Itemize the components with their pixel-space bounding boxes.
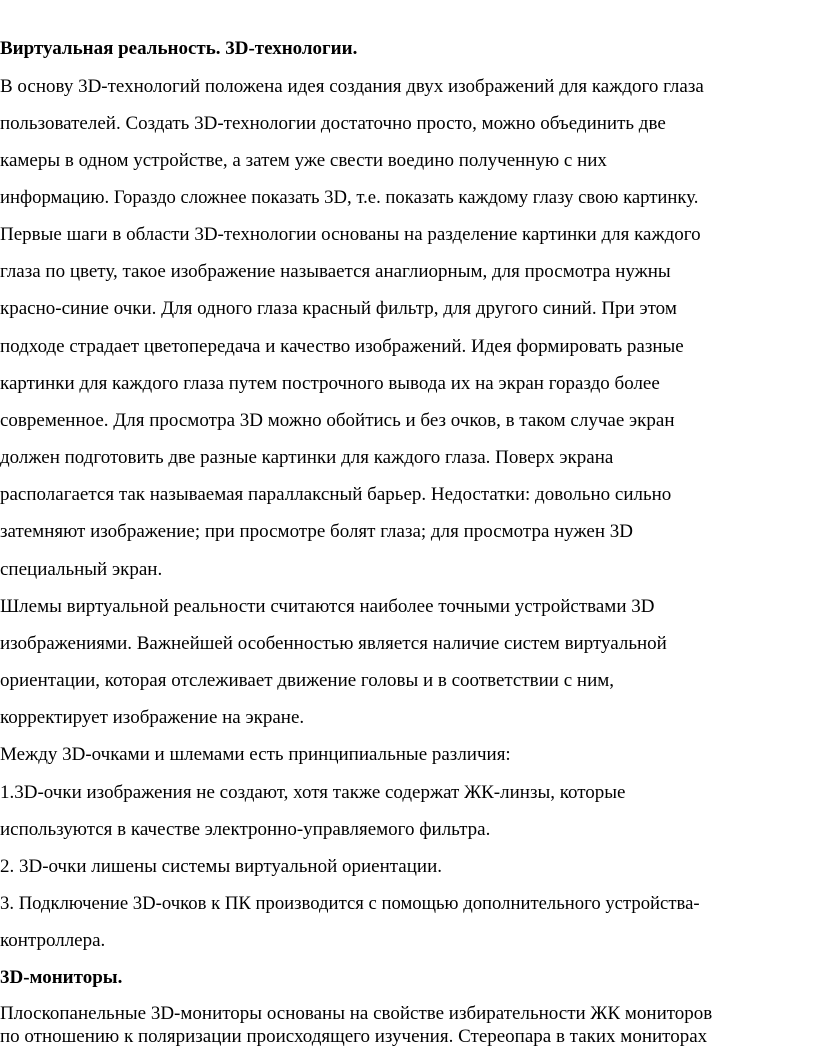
section-heading: Виртуальная реальность. 3D-технологии. — [0, 38, 358, 59]
paragraph-line: В основу 3D-технологий положена идея создания двух изображений для каждого глаза — [0, 76, 704, 97]
paragraph-line: располагается так называемая параллаксный барьер. Недостатки: довольно сильно — [0, 484, 672, 505]
paragraph-line: глаза по цвету, такое изображение называется анаглиорным, для просмотра нужны — [0, 261, 671, 282]
list-item-line: контроллера. — [0, 930, 106, 951]
list-item-line: 3. Подключение 3D-очков к ПК производится с помощью дополнительного устройства- — [0, 893, 700, 914]
paragraph-line: затемняют изображение; при просмотре болят глаза; для просмотра нужен 3D — [0, 521, 634, 542]
paragraph-line: камеры в одном устройстве, а затем уже свести воедино полученную с них — [0, 150, 607, 171]
paragraph-line: специальный экран. — [0, 559, 163, 580]
paragraph-line: информацию. Гораздо сложнее показать 3D, т.е. показать каждому глазу свою картинку. — [0, 187, 699, 208]
paragraph-line: по отношению к поляризации происходящего изучения. Стереопара в таких мониторах — [0, 1026, 708, 1047]
section-heading: 3D-мониторы. — [0, 967, 123, 988]
paragraph-line: современное. Для просмотра 3D можно обойтись и без очков, в таком случае экран — [0, 410, 675, 431]
paragraph-line: должен подготовить две разные картинки для каждого глаза. Поверх экрана — [0, 447, 614, 468]
list-item-line: 1.3D-очки изображения не создают, хотя также содержат ЖК-линзы, которые — [0, 782, 626, 803]
paragraph-line: картинки для каждого глаза путем построчного вывода их на экран гораздо более — [0, 373, 660, 394]
paragraph-line: Шлемы виртуальной реальности считаются наиболее точными устройствами 3D — [0, 596, 655, 617]
paragraph-line: ориентации, которая отслеживает движение головы и в соответствии с ним, — [0, 670, 615, 691]
list-item-line: используются в качестве электронно-управляемого фильтра. — [0, 819, 491, 840]
list-item-line: 2. 3D-очки лишены системы виртуальной ориентации. — [0, 856, 442, 877]
paragraph-line: подходе страдает цветопередача и качество изображений. Идея формировать разные — [0, 336, 684, 357]
paragraph-line: Первые шаги в области 3D-технологии основаны на разделение картинки для каждого — [0, 224, 701, 245]
paragraph-line: пользователей. Создать 3D-технологии достаточно просто, можно объединить две — [0, 113, 666, 134]
paragraph-line: Между 3D-очками и шлемами есть принципиальные различия: — [0, 744, 511, 765]
paragraph-line: Плоскопанельные 3D-мониторы основаны на свойстве избирательности ЖК мониторов — [0, 1003, 713, 1024]
paragraph-line: корректирует изображение на экране. — [0, 707, 305, 728]
paragraph-line: изображениями. Важнейшей особенностью является наличие систем виртуальной — [0, 633, 667, 654]
paragraph-line: красно-синие очки. Для одного глаза красный фильтр, для другого синий. При этом — [0, 298, 677, 319]
